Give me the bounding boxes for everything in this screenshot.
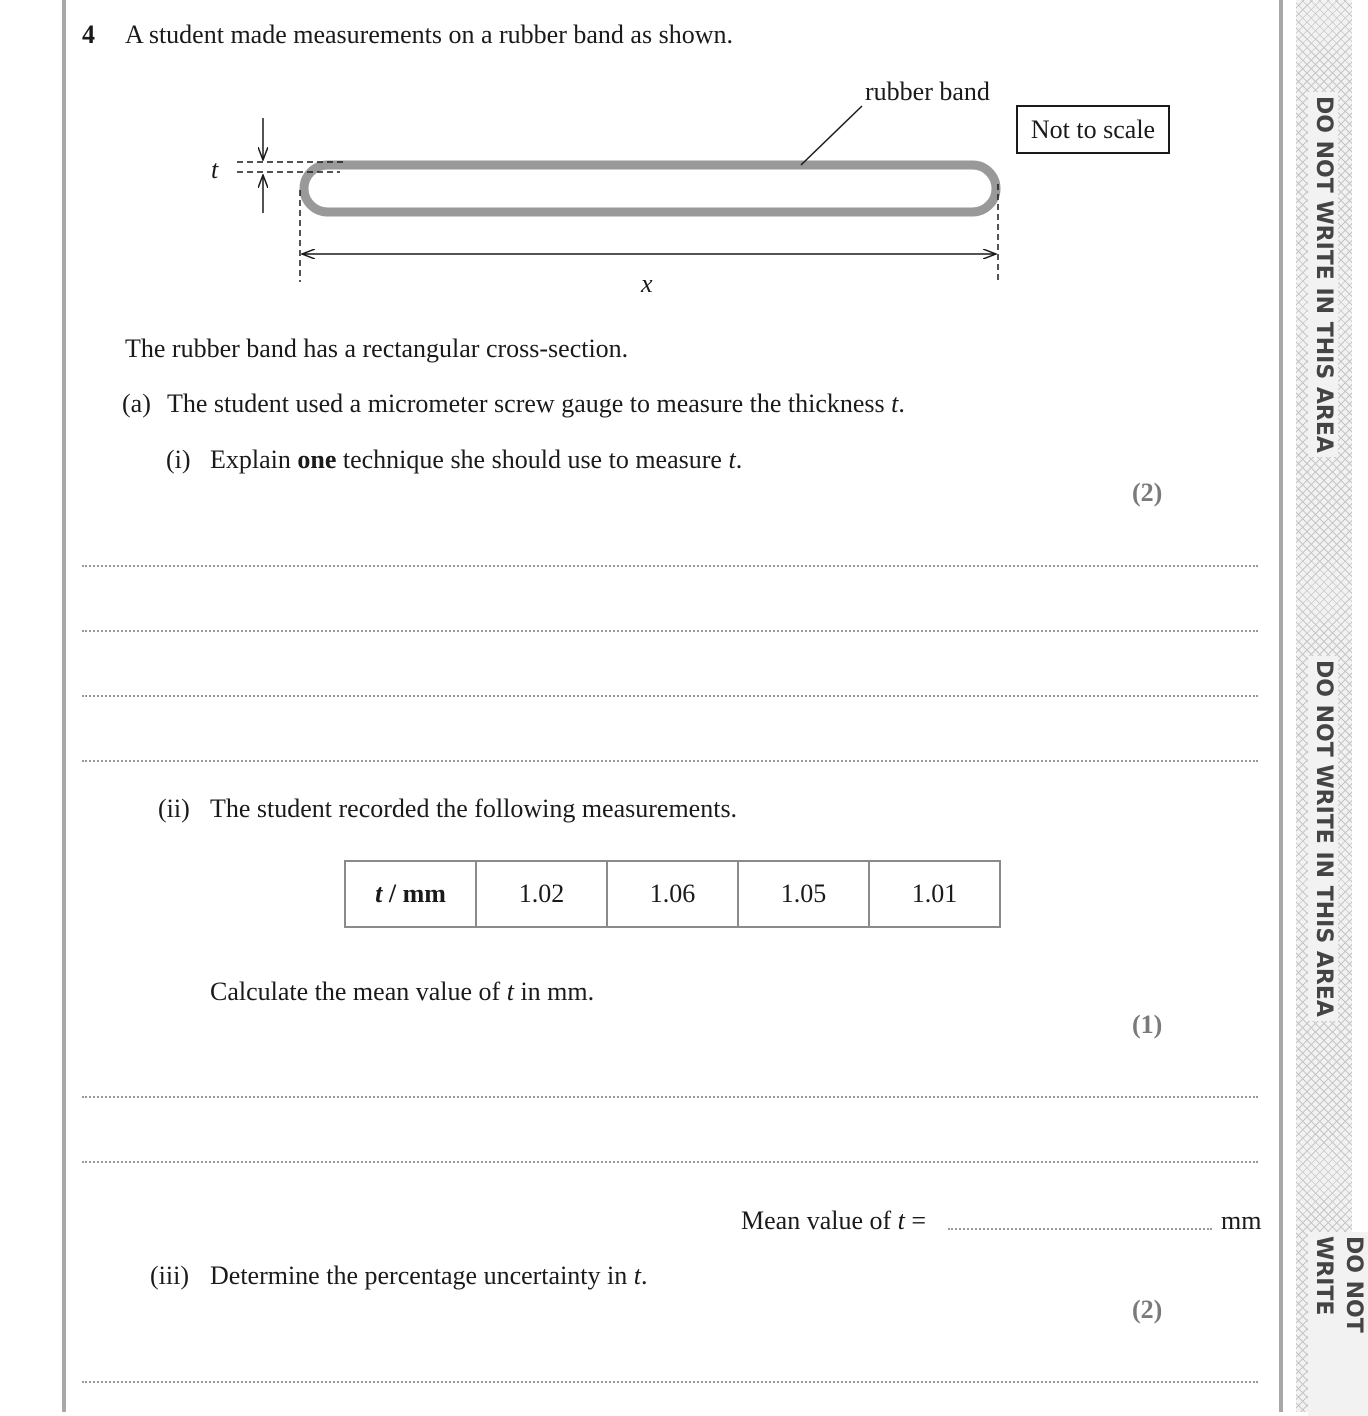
rubber-band-diagram [0, 0, 1280, 320]
calculate-instruction: Calculate the mean value of t in mm. [210, 977, 595, 1006]
rubber-band-shape [304, 165, 996, 212]
answer-line[interactable] [82, 1381, 1258, 1383]
answer-line[interactable] [82, 1096, 1258, 1098]
part-i-marks: (2) [1132, 478, 1163, 507]
question-intro: A student made measurements on a rubber band as shown. [125, 20, 733, 49]
part-iii-label: (iii) [150, 1261, 189, 1290]
answer-line[interactable] [82, 1161, 1258, 1163]
answer-line[interactable] [82, 565, 1258, 567]
part-a-text: The student used a micrometer screw gauge to measure the thickness t. [167, 389, 905, 418]
length-symbol: x [641, 269, 653, 298]
mean-value-unit: mm [1221, 1206, 1262, 1235]
answer-line[interactable] [82, 760, 1258, 762]
part-ii-marks: (1) [1132, 1010, 1163, 1039]
table-cell: 1.05 [738, 861, 869, 927]
rubber-band-label: rubber band [865, 77, 990, 106]
not-to-scale-box: Not to scale [1016, 105, 1170, 154]
do-not-write-label: DO NOT WRITE IN THIS AREA [1308, 92, 1338, 457]
do-not-write-label: DO NOT WRITE [1308, 1232, 1368, 1416]
table-cell: 1.02 [476, 861, 607, 927]
answer-line[interactable] [82, 695, 1258, 697]
rubber-band-leader [801, 106, 862, 165]
mean-value-answer-line[interactable] [948, 1228, 1212, 1230]
measurements-table [344, 860, 1001, 928]
cross-section-statement: The rubber band has a rectangular cross-section. [125, 334, 629, 363]
table-cell: 1.06 [607, 861, 738, 927]
part-a-label: (a) [122, 389, 151, 418]
part-ii-label: (ii) [158, 794, 190, 823]
question-number: 4 [82, 20, 95, 49]
table-cell: 1.01 [869, 861, 1000, 927]
mean-value-label: Mean value of t = [741, 1206, 927, 1235]
do-not-write-label: DO NOT WRITE IN THIS AREA [1308, 656, 1338, 1021]
thickness-symbol: t [211, 155, 219, 184]
part-iii-marks: (2) [1132, 1295, 1163, 1324]
part-iii-text: Determine the percentage uncertainty in t. [210, 1261, 648, 1290]
part-i-label: (i) [166, 445, 191, 474]
table-header-cell: t / mm [345, 861, 476, 927]
part-i-text: Explain one technique she should use to measure t. [210, 445, 743, 474]
part-ii-text: The student recorded the following measurements. [210, 794, 738, 823]
table-row [345, 861, 1000, 927]
answer-line[interactable] [82, 630, 1258, 632]
